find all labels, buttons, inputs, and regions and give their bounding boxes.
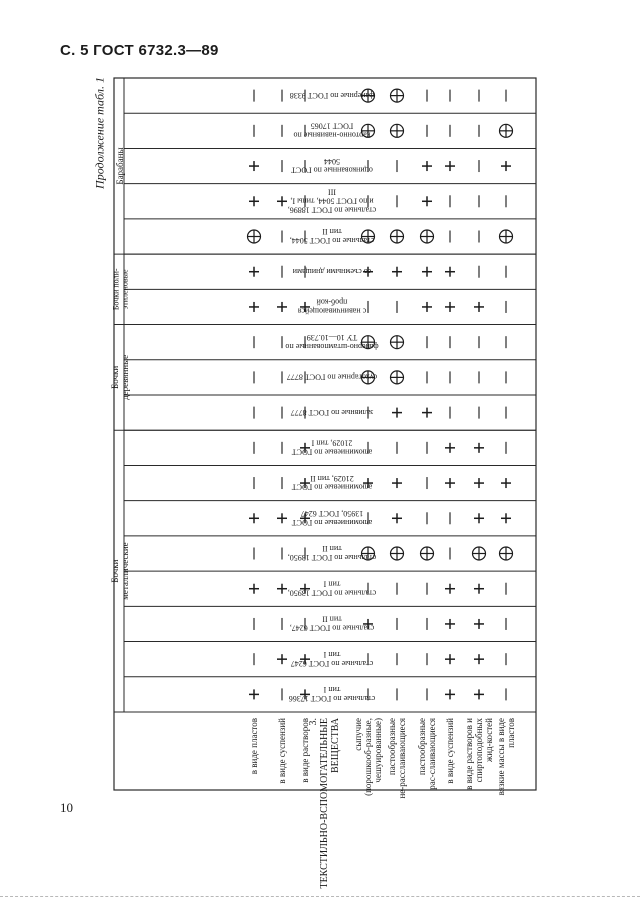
cell-plus	[474, 478, 484, 488]
cell-circled-plus	[421, 547, 434, 560]
cell-plus	[445, 478, 455, 488]
cell-plus	[249, 196, 259, 206]
row-label: вязкие массы в видепластов	[496, 718, 516, 796]
group-label: Барабаны	[115, 147, 126, 185]
cell-plus	[501, 513, 511, 523]
cell-plus	[474, 443, 484, 453]
cell-circled-plus	[391, 547, 404, 560]
row-label: 3.ТЕКСТИЛЬНО-ВСПОМОГАТЕЛЬНЫЕВЕЩЕСТВА	[308, 718, 341, 889]
scan-edge-line	[0, 896, 640, 898]
cell-circled-plus	[391, 89, 404, 102]
cell-circled-plus	[362, 336, 375, 349]
cell-plus	[249, 302, 259, 312]
row-label: в виде суспензий	[277, 718, 287, 784]
cell-circled-plus	[362, 371, 375, 384]
cell-plus	[277, 584, 287, 594]
cell-circled-plus	[500, 124, 513, 137]
column-header: оцинкованные по ГОСТ5044	[291, 156, 373, 175]
cell-circled-plus	[500, 230, 513, 243]
row-label: в виде растворов	[300, 718, 310, 783]
table-grid	[114, 78, 536, 790]
column-header: стальные по ГОСТ 6247тип I	[290, 649, 374, 668]
cell-circled-plus	[248, 230, 261, 243]
table-frame	[114, 78, 536, 790]
cell-plus	[422, 196, 432, 206]
cell-plus	[392, 408, 402, 418]
continuation-label: Продолжение табл. 1	[92, 77, 107, 189]
cell-circled-plus	[421, 230, 434, 243]
column-header: стальные по ГОСТ 6247,тип II	[289, 614, 375, 633]
cell-plus	[249, 513, 259, 523]
column-header: сухотарные по ГОСТ 8777	[286, 372, 378, 382]
cell-plus	[474, 654, 484, 664]
column-header: стальные по ГОСТ 13950,тип II	[287, 544, 377, 563]
row-label: в виде пластов	[249, 718, 259, 775]
cell-plus	[422, 267, 432, 277]
column-header: алюминиевые по ГОСТ13950, ГОСТ 6247	[291, 508, 373, 527]
page-number: 10	[60, 800, 73, 815]
cell-plus	[422, 408, 432, 418]
cell-plus	[474, 513, 484, 523]
column-header: алюминиевые по ГОСТ21029, тип I	[291, 438, 373, 457]
cell-plus	[445, 267, 455, 277]
cell-plus	[474, 619, 484, 629]
cell-plus	[445, 584, 455, 594]
cell-plus	[277, 654, 287, 664]
cell-plus	[474, 302, 484, 312]
cell-circled-plus	[391, 371, 404, 384]
cell-plus	[392, 513, 402, 523]
cell-plus	[277, 196, 287, 206]
cell-plus	[445, 161, 455, 171]
cell-plus	[501, 478, 511, 488]
cell-plus	[422, 161, 432, 171]
row-label: в виде растворов испиртоподобныхжид-костей	[464, 718, 494, 790]
column-header: заливные по ГОСТ 8777	[290, 407, 374, 417]
cell-circled-plus	[362, 124, 375, 137]
cell-plus	[445, 443, 455, 453]
column-header: стальные по ГОСТ 18896,и по ГОСТ 5044, типы I,III	[287, 187, 377, 215]
cell-plus	[474, 689, 484, 699]
row-label: пастообразныене-расслаивающиеся	[387, 718, 407, 799]
cell-plus	[422, 302, 432, 312]
cell-plus	[445, 619, 455, 629]
column-header: стальные по ГОСТ 17366тип I	[288, 685, 376, 704]
cell-plus	[249, 584, 259, 594]
cell-plus	[392, 267, 402, 277]
cell-plus	[501, 161, 511, 171]
cell-plus	[277, 302, 287, 312]
group-label: Бочкиметаллические	[110, 542, 131, 600]
cell-circled-plus	[362, 230, 375, 243]
group-label: Бочки поли-этиленовые	[111, 268, 130, 311]
column-header: стальные по ГОСТ 13950,тип I	[287, 579, 377, 598]
column-header: с навинчивающейсяпроб-кой	[297, 297, 367, 316]
column-header: фанерно-штампованные поТУ 10—10.739	[285, 332, 379, 351]
row-label: сыпучие(порошкооб-разные,чешуированные)	[353, 718, 383, 796]
column-header: картонно-навивные поГОСТ 17065	[293, 121, 371, 140]
cell-circled-plus	[362, 547, 375, 560]
cell-plus	[277, 513, 287, 523]
cell-circled-plus	[391, 124, 404, 137]
cell-circled-plus	[391, 336, 404, 349]
cell-plus	[249, 267, 259, 277]
cell-plus	[249, 689, 259, 699]
cell-plus	[249, 161, 259, 171]
page-header: С. 5 ГОСТ 6732.3—89	[60, 42, 219, 59]
column-header: фанерные по ГОСТ 9338	[289, 90, 375, 100]
cell-circled-plus	[473, 547, 486, 560]
cell-plus	[445, 302, 455, 312]
cell-circled-plus	[391, 230, 404, 243]
group-label: Бочкидеревянные	[110, 354, 131, 400]
cell-circled-plus	[362, 89, 375, 102]
cell-plus	[392, 478, 402, 488]
cell-circled-plus	[500, 547, 513, 560]
row-label: в виде суспензий	[445, 718, 455, 784]
column-header: алюминиевые по ГОСТ21029, тип II	[291, 473, 373, 492]
cell-plus	[474, 584, 484, 594]
cell-plus	[445, 689, 455, 699]
row-label: пастообразныерас-слаивающиеся	[417, 718, 437, 790]
table-headers	[110, 91, 640, 889]
column-header: со съемными днищами	[292, 266, 372, 276]
column-header: стальные по ГОСТ 5044,тип II	[289, 227, 375, 246]
cell-plus	[445, 654, 455, 664]
